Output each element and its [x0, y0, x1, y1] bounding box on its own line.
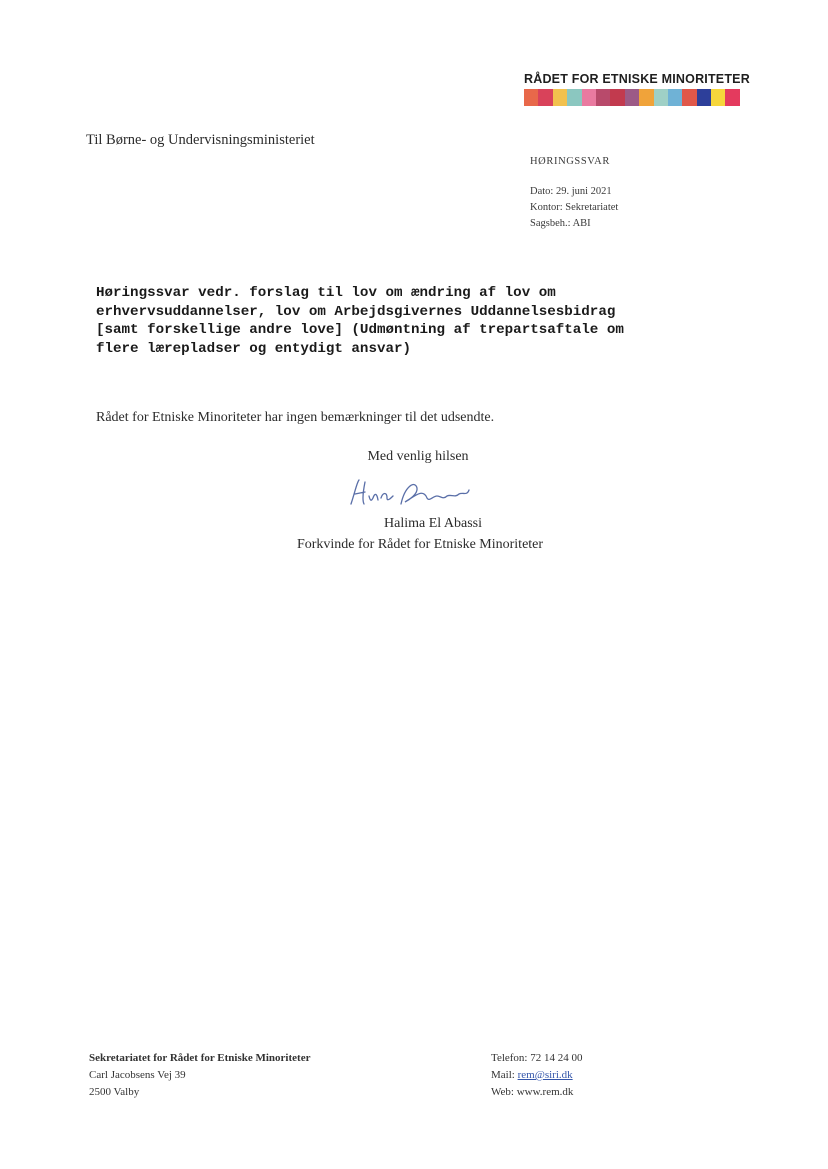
logo-color-swatch — [668, 89, 682, 106]
logo-color-swatch — [682, 89, 696, 106]
subject-heading: Høringssvar vedr. forslag til lov om ændring af lov om erhvervsuddannelser, lov om Arbejdsgivernes Uddannelsesbidrag [samt forskellige andre love] (Udmøntning af trepartsaftale om flere lærepladser og entydigt ansvar) — [96, 285, 624, 357]
greeting: Med venlig hilsen — [367, 449, 469, 464]
signer-title: Forkvinde for Rådet for Etniske Minoriteter — [296, 537, 544, 552]
recipient: Til Børne- og Undervisningsministeriet — [86, 132, 315, 148]
signature-image — [345, 474, 475, 514]
logo-text: RÅDET FOR ETNISKE MINORITETER — [524, 72, 750, 86]
logo-color-swatch — [654, 89, 668, 106]
footer-city: 2500 Valby — [89, 1086, 140, 1098]
logo-color-swatch — [697, 89, 711, 106]
footer-contact — [491, 1050, 583, 1101]
footer-phone: Telefon: 72 14 24 00 — [491, 1052, 583, 1064]
letter-meta — [530, 154, 618, 232]
footer-street: Carl Jacobsens Vej 39 — [89, 1069, 186, 1081]
logo-color-swatch — [711, 89, 725, 106]
logo-color-swatch — [639, 89, 653, 106]
case-officer: Sagsbeh.: ABI — [530, 218, 591, 229]
signer-name: Halima El Abassi — [384, 516, 482, 531]
footer-org: Sekretariatet for Rådet for Etniske Minoriteter — [89, 1052, 311, 1064]
logo-color-swatch — [553, 89, 567, 106]
body-paragraph: Rådet for Etniske Minoriteter har ingen bemærkninger til det udsendte. — [96, 410, 495, 425]
logo-color-swatch — [725, 89, 739, 106]
letter-date: Dato: 29. juni 2021 — [530, 186, 612, 197]
footer-mail-link[interactable]: rem@siri.dk — [517, 1069, 573, 1081]
letter-office: Kontor: Sekretariatet — [530, 202, 619, 213]
document-kind: HØRINGSSVAR — [530, 156, 610, 167]
logo-color-swatch — [610, 89, 624, 106]
logo-color-bar — [524, 89, 740, 106]
footer-address — [89, 1050, 310, 1101]
logo-color-swatch — [524, 89, 538, 106]
logo-color-swatch — [567, 89, 581, 106]
footer-mail-row — [491, 1067, 583, 1084]
council-logo — [524, 72, 750, 106]
logo-color-swatch — [625, 89, 639, 106]
logo-color-swatch — [538, 89, 552, 106]
logo-color-swatch — [596, 89, 610, 106]
footer-web: Web: www.rem.dk — [491, 1086, 574, 1098]
footer-mail-label: Mail: — [491, 1069, 518, 1081]
logo-color-swatch — [582, 89, 596, 106]
